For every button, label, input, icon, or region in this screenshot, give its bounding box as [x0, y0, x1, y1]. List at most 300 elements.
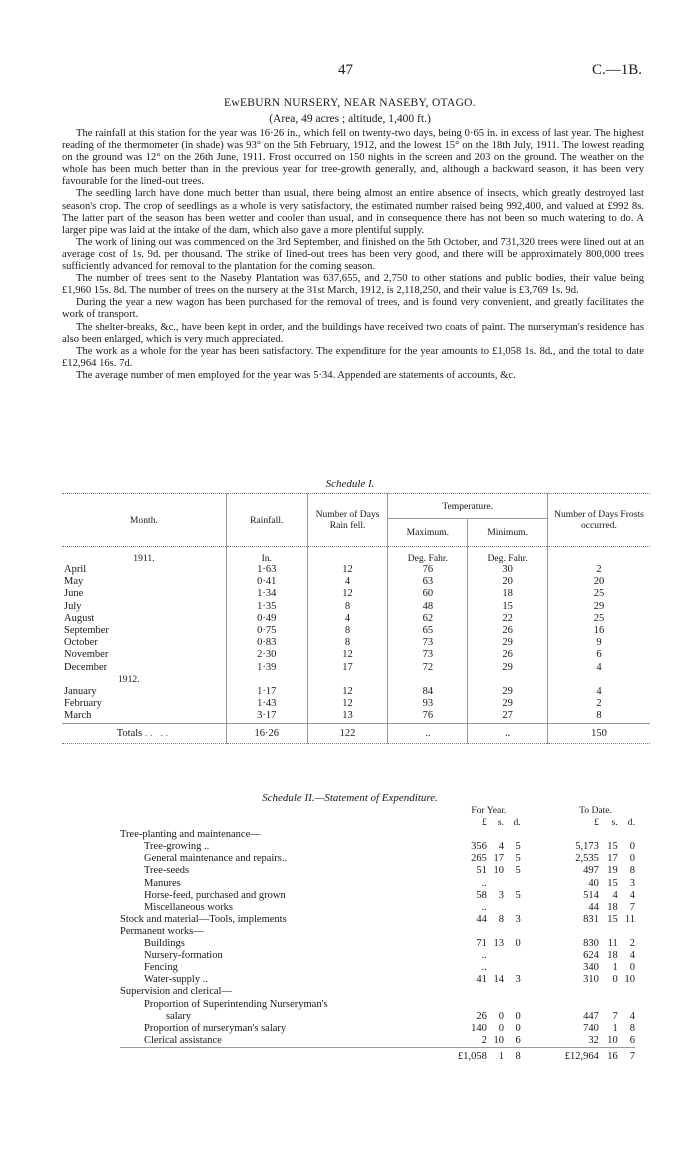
- min-temp-cell: 30: [468, 564, 548, 576]
- expenditure-row: [120, 878, 635, 890]
- leader-cell: [423, 1023, 457, 1035]
- for-year-pounds: 71: [476, 938, 487, 950]
- total-max: ..: [388, 723, 468, 743]
- max-temp-cell: 76: [388, 564, 468, 576]
- for-year-pounds: 58: [476, 889, 487, 901]
- rainfall-cell: 0·41: [226, 576, 307, 588]
- to-date-pounds: 830: [583, 938, 599, 950]
- min-temp-cell: 15: [468, 601, 548, 613]
- year-label: 1911.: [62, 547, 226, 565]
- leader-cell: [423, 853, 457, 865]
- page-number: 47: [338, 62, 353, 78]
- min-temp-cell: 29: [468, 698, 548, 710]
- to-date-shillings: 11: [607, 938, 618, 950]
- spacer-cell: [521, 902, 556, 914]
- spacer-cell: [521, 829, 556, 841]
- rain-days-cell: 8: [307, 637, 388, 649]
- leader-cell: [423, 878, 457, 890]
- to-date-pence: 7: [629, 901, 635, 913]
- spacer-cell: [521, 914, 556, 926]
- to-date-shillings: 4: [612, 889, 618, 901]
- max-temp-cell: 62: [388, 613, 468, 625]
- to-date-pounds: 740: [583, 1022, 599, 1034]
- to-date-pounds: [556, 926, 599, 938]
- header-rainfall: Rainfall.: [226, 494, 307, 547]
- for-year-shillings: 0: [498, 1010, 504, 1022]
- frost-days-cell: 4: [547, 662, 650, 674]
- month-cell: [62, 698, 226, 710]
- month-name: March: [64, 710, 92, 722]
- header-month: Month.: [62, 494, 226, 547]
- max-temp-cell: 76: [388, 710, 468, 723]
- spacer-cell: [521, 926, 556, 938]
- leader-cell: [423, 926, 457, 938]
- expenditure-label: Fencing: [144, 962, 178, 974]
- to-date-pence: 0: [629, 841, 635, 853]
- to-date-pence: 4: [629, 889, 635, 901]
- for-year-shillings: [487, 950, 504, 962]
- schedule-2-rows: [120, 829, 635, 1047]
- month-cell: [62, 601, 226, 613]
- for-year-pounds: ..: [481, 962, 487, 974]
- spacer-cell: [547, 674, 650, 686]
- table-row: [62, 710, 650, 723]
- month-name: September: [64, 625, 109, 637]
- year-label: 1912.: [118, 673, 140, 685]
- spacer-cell: [521, 999, 556, 1011]
- month-cell: [62, 710, 226, 723]
- month-name: October: [64, 637, 98, 649]
- leader-cell: [423, 962, 457, 974]
- to-date-shillings: [599, 999, 618, 1011]
- for-year-shillings: [487, 986, 504, 998]
- month-name: April: [64, 564, 87, 575]
- to-date-pounds: 497: [583, 865, 599, 877]
- leader-cell: [423, 974, 457, 986]
- unit-shillings: s.: [611, 817, 618, 829]
- expenditure-label: General maintenance and repairs..: [144, 853, 288, 865]
- rain-days-cell: 12: [307, 564, 388, 576]
- table-row: [62, 637, 650, 649]
- for-year-shillings: 10: [493, 865, 504, 877]
- for-year-pence: [504, 878, 521, 890]
- leader-cell: [423, 999, 457, 1011]
- frost-days-cell: 29: [547, 601, 650, 613]
- expenditure-row: [120, 841, 635, 853]
- expenditure-row: [120, 890, 635, 902]
- month-name: February: [64, 698, 102, 710]
- rain-days-cell: 12: [307, 588, 388, 600]
- expenditure-label: Supervision and clerical—: [120, 986, 232, 998]
- expenditure-row: [120, 1011, 635, 1023]
- min-temp-cell: 26: [468, 649, 548, 661]
- for-year-pounds: 140: [471, 1022, 487, 1034]
- spacer-cell: [521, 865, 556, 877]
- spacer-cell: [388, 674, 468, 686]
- for-year-pence: [504, 986, 521, 998]
- to-date-shillings: 15: [607, 841, 618, 853]
- spacer-cell: [521, 878, 556, 890]
- for-year-pence: 0: [515, 1010, 521, 1022]
- table-row: [62, 649, 650, 661]
- for-year-pounds: [457, 926, 487, 938]
- leader-cell: [423, 938, 457, 950]
- expenditure-label: Manures: [144, 877, 181, 889]
- section-subtitle: (Area, 49 acres ; altitude, 1,400 ft.): [269, 113, 431, 125]
- header-for-year: For Year.: [471, 805, 507, 816]
- total-for-year-pounds: £1,058: [457, 1047, 487, 1063]
- month-cell: [62, 662, 226, 674]
- to-date-shillings: 17: [607, 853, 618, 865]
- rain-days-cell: 13: [307, 710, 388, 723]
- for-year-pence: 3: [515, 974, 521, 986]
- expenditure-row: [120, 829, 635, 841]
- for-year-pounds: 41: [476, 974, 487, 986]
- unit-days: [307, 547, 388, 565]
- month-cell: [62, 649, 226, 661]
- min-temp-cell: 29: [468, 686, 548, 698]
- for-year-pounds: [457, 999, 487, 1011]
- unit-pence: d.: [513, 817, 521, 829]
- table-row: [62, 662, 650, 674]
- expenditure-label: Stock and material—Tools, implements: [120, 913, 287, 925]
- to-date-pence: [618, 829, 635, 841]
- for-year-shillings: 4: [498, 841, 504, 853]
- paragraph: The shelter-breaks, &c., have been kept in order, and the buildings have received two coats of paint. The nurseryman's residence has also been enlarged, which is very much appreciated.: [62, 321, 644, 345]
- expenditure-label: Tree-growing ..: [144, 841, 210, 853]
- to-date-pounds: 624: [583, 950, 599, 962]
- unit-frosts: [547, 547, 650, 565]
- to-date-pence: 2: [629, 938, 635, 950]
- expenditure-label: Permanent works—: [120, 925, 204, 937]
- to-date-pounds: [556, 999, 599, 1011]
- to-date-pence: 0: [629, 962, 635, 974]
- expenditure-label: Horse-feed, purchased and grown: [144, 889, 286, 901]
- max-temp-cell: 65: [388, 625, 468, 637]
- expenditure-row: [120, 999, 635, 1011]
- expenditure-row: [120, 853, 635, 865]
- expenditure-row: [120, 902, 635, 914]
- to-date-pence: 6: [629, 1034, 635, 1046]
- to-date-pounds: 340: [583, 962, 599, 974]
- rainfall-cell: 0·49: [226, 613, 307, 625]
- rain-days-cell: 4: [307, 576, 388, 588]
- min-temp-cell: 29: [468, 662, 548, 674]
- min-temp-cell: 22: [468, 613, 548, 625]
- for-year-pounds: 51: [476, 865, 487, 877]
- min-temp-cell: 27: [468, 710, 548, 723]
- max-temp-cell: 93: [388, 698, 468, 710]
- unit-pence: d.: [627, 817, 635, 829]
- to-date-pounds: 310: [583, 974, 599, 986]
- frost-days-cell: 8: [547, 710, 650, 723]
- for-year-shillings: 0: [498, 1022, 504, 1034]
- to-date-shillings: 0: [612, 974, 618, 986]
- for-year-pence: [504, 962, 521, 974]
- to-date-pence: 11: [624, 913, 635, 925]
- expenditure-label: salary: [166, 1010, 192, 1022]
- rain-days-cell: 8: [307, 601, 388, 613]
- leader-cell: [423, 914, 457, 926]
- paragraph: During the year a new wagon has been purchased for the removal of trees, and is found very convenient, and greatly facilitates the work of transport.: [62, 297, 644, 321]
- to-date-pence: 0: [629, 853, 635, 865]
- leader-cell: [423, 829, 457, 841]
- max-temp-cell: 63: [388, 576, 468, 588]
- unit-pounds: £: [594, 817, 599, 829]
- for-year-pence: 0: [515, 1022, 521, 1034]
- to-date-pounds: 32: [588, 1034, 599, 1046]
- for-year-shillings: 17: [493, 853, 504, 865]
- month-cell: [62, 576, 226, 588]
- paragraph: The seedling larch have done much better than usual, there being almost an entire absence of insects, which greatly destroyed last season's crop. The crop of seedlings as a whole is very satisfactory, the estimated number raised being 992,400, and valued at £992 8s. The latter part of the season has been wetter and cooler than usual, and in consequence there has not been so much watering to do. A larger pipe was laid at the intake of the dam, which also gave a more plentiful supply.: [62, 188, 644, 236]
- leader-cell: [423, 1035, 457, 1048]
- header-temperature: Temperature.: [388, 494, 548, 519]
- schedule-1-title: Schedule I.: [325, 478, 375, 490]
- month-cell: [62, 564, 226, 576]
- for-year-shillings: [487, 902, 504, 914]
- month-cell: [62, 613, 226, 625]
- to-date-shillings: 1: [612, 962, 618, 974]
- for-year-pounds: [457, 829, 487, 841]
- paragraph: The work of lining out was commenced on the 3rd September, and finished on the 5th October, and 731,320 trees were lined out at an average cost of 1s. 9d. per thousand. The strike of lined-out trees has been very good, and there will be approximately 800,000 trees sufficiently advanced for removal to the plantation for the coming season.: [62, 236, 644, 273]
- header-rain-days: Number of Days Rain fell.: [307, 494, 388, 547]
- month-name: July: [64, 600, 82, 612]
- totals-row: [62, 723, 650, 743]
- min-temp-cell: 20: [468, 576, 548, 588]
- to-date-pence: [618, 986, 635, 998]
- leader-cell: [423, 890, 457, 902]
- for-year-pounds: 356: [471, 841, 487, 853]
- expenditure-row: [120, 962, 635, 974]
- frost-days-cell: 9: [547, 637, 650, 649]
- for-year-pence: 5: [515, 889, 521, 901]
- month-name: January: [64, 686, 97, 698]
- table-row: [62, 686, 650, 698]
- spacer-cell: [226, 674, 307, 686]
- month-name: May: [64, 576, 84, 588]
- month-name: August: [64, 612, 95, 624]
- for-year-shillings: 3: [498, 889, 504, 901]
- max-temp-cell: 48: [388, 601, 468, 613]
- section-title: EwEBURN NURSERY, NEAR NASEBY, OTAGO.: [224, 97, 476, 109]
- expenditure-label: Proportion of nurseryman's salary: [144, 1022, 287, 1034]
- rain-days-cell: 17: [307, 662, 388, 674]
- max-temp-cell: 73: [388, 649, 468, 661]
- total-to-date-pence: 7: [618, 1047, 635, 1063]
- frost-days-cell: 4: [547, 686, 650, 698]
- document-reference: C.—1B.: [591, 62, 642, 78]
- table-row: [62, 576, 650, 588]
- to-date-pounds: 2,535: [575, 853, 599, 865]
- month-cell: [62, 637, 226, 649]
- for-year-pence: 3: [515, 913, 521, 925]
- expenditure-row: [120, 938, 635, 950]
- total-min: ..: [468, 723, 548, 743]
- total-rainfall: 16·26: [226, 723, 307, 743]
- to-date-shillings: [599, 986, 618, 998]
- year-row: [62, 674, 650, 686]
- expenditure-row: [120, 950, 635, 962]
- month-cell: [62, 625, 226, 637]
- frost-days-cell: 25: [547, 588, 650, 600]
- frost-days-cell: 6: [547, 649, 650, 661]
- header-maximum: Maximum.: [388, 519, 468, 547]
- for-year-pence: [504, 999, 521, 1011]
- spacer-cell: [468, 674, 548, 686]
- max-temp-cell: 73: [388, 637, 468, 649]
- table-row: [62, 698, 650, 710]
- for-year-pence: 5: [515, 865, 521, 877]
- expenditure-label: Proportion of Superintending Nurseryman's: [144, 998, 328, 1010]
- for-year-pence: [504, 902, 521, 914]
- leader-cell: [423, 1011, 457, 1023]
- to-date-shillings: 18: [607, 950, 618, 962]
- rainfall-cell: 3·17: [226, 710, 307, 723]
- to-date-pence: 8: [629, 1022, 635, 1034]
- rainfall-cell: 0·75: [226, 625, 307, 637]
- report-body: [62, 128, 644, 382]
- paragraph: The number of trees sent to the Naseby Plantation was 637,655, and 2,750 to other stations and public bodies, their value being £1,960 15s. 8d. The number of trees on the nursery at the 31st March, 1912, is 2,118,250, and their value is £3,769 1s. 9d.: [62, 273, 644, 297]
- expenditure-label: Water-supply ..: [144, 974, 208, 986]
- to-date-pence: 8: [629, 865, 635, 877]
- for-year-pence: [504, 950, 521, 962]
- schedule-2-title: Schedule II.—Statement of Expenditure.: [262, 792, 438, 804]
- to-date-shillings: [599, 926, 618, 938]
- for-year-pounds: ..: [481, 901, 487, 913]
- for-year-pence: 5: [515, 841, 521, 853]
- total-to-date-pounds: £12,964: [556, 1047, 599, 1063]
- to-date-pounds: 5,173: [575, 841, 599, 853]
- table-row: [62, 564, 650, 576]
- for-year-shillings: [487, 999, 504, 1011]
- page-header: [0, 62, 700, 82]
- total-to-date-shillings: 16: [599, 1047, 618, 1063]
- to-date-pounds: [556, 986, 599, 998]
- month-name: June: [64, 588, 84, 600]
- leader-cell: [423, 950, 457, 962]
- unit-min: Deg. Fahr.: [468, 547, 548, 565]
- month-name: November: [64, 649, 109, 661]
- month-name: December: [64, 661, 108, 673]
- expenditure-label: Nursery-formation: [144, 950, 223, 962]
- to-date-pence: 4: [629, 1010, 635, 1022]
- total-frosts: 150: [547, 723, 650, 743]
- max-temp-cell: 72: [388, 662, 468, 674]
- spacer-cell: [307, 674, 388, 686]
- paragraph: The average number of men employed for the year was 5·34. Appended are statements of accounts, &c.: [76, 369, 516, 381]
- unit-shillings: s.: [497, 817, 504, 829]
- header-frosts: Number of Days Frosts occurred.: [547, 494, 650, 547]
- leader-cell: [423, 865, 457, 877]
- schedule-1-rows: [62, 564, 650, 723]
- for-year-pounds: 26: [476, 1010, 487, 1022]
- rainfall-cell: 1·35: [226, 601, 307, 613]
- expenditure-row: [120, 1023, 635, 1035]
- spacer-cell: [521, 938, 556, 950]
- table-row: [62, 588, 650, 600]
- schedule-2-table: [120, 805, 635, 1063]
- month-cell: [62, 588, 226, 600]
- month-cell: [62, 686, 226, 698]
- for-year-shillings: [487, 962, 504, 974]
- to-date-pounds: 447: [583, 1010, 599, 1022]
- spacer-cell: [521, 950, 556, 962]
- for-year-shillings: 8: [498, 913, 504, 925]
- frost-days-cell: 25: [547, 613, 650, 625]
- rainfall-cell: 1·43: [226, 698, 307, 710]
- for-year-pence: 5: [515, 853, 521, 865]
- spacer-cell: [521, 1011, 556, 1023]
- expenditure-row: [120, 926, 635, 938]
- to-date-pounds: 514: [583, 889, 599, 901]
- leader-cell: [423, 902, 457, 914]
- rainfall-cell: 1·34: [226, 588, 307, 600]
- to-date-pence: [618, 926, 635, 938]
- to-date-shillings: 19: [607, 865, 618, 877]
- for-year-shillings: [487, 829, 504, 841]
- rain-days-cell: 12: [307, 686, 388, 698]
- for-year-shillings: 10: [493, 1034, 504, 1046]
- expenditure-label: Tree-seeds: [144, 865, 190, 877]
- expenditure-label: Tree-planting and maintenance—: [120, 829, 261, 841]
- to-date-shillings: 15: [607, 877, 618, 889]
- min-temp-cell: 18: [468, 588, 548, 600]
- rain-days-cell: 4: [307, 613, 388, 625]
- for-year-pounds: ..: [481, 950, 487, 962]
- for-year-pounds: 265: [471, 853, 487, 865]
- to-date-shillings: [599, 829, 618, 841]
- to-date-pence: 3: [629, 877, 635, 889]
- to-date-pounds: [556, 829, 599, 841]
- paragraph: The rainfall at this station for the year was 16·26 in., which fell on twenty-two days, being 0·65 in. in excess of last year. The highest reading of the thermometer (in shade) was 93° on the 5th February, 1912, and the lowest 15° on the 18th July, 1911. The lowest reading on the ground was 12° on the 26th June, 1911. Frost occurred on 150 nights in the screen and 203 on the ground. The weather on the whole has been much better than in the previous year for tree-growth generally, and, although a backward season, it has been very favourable for the lined-out trees.: [62, 128, 644, 188]
- spacer-cell: [521, 853, 556, 865]
- table-row: [62, 625, 650, 637]
- to-date-pounds: 40: [588, 877, 599, 889]
- to-date-shillings: 1: [612, 1022, 618, 1034]
- for-year-pence: 0: [515, 938, 521, 950]
- max-temp-cell: 60: [388, 588, 468, 600]
- leader-cell: [423, 841, 457, 853]
- to-date-shillings: 15: [607, 913, 618, 925]
- header-minimum: Minimum.: [468, 519, 548, 547]
- unit-pounds: £: [482, 817, 487, 829]
- expenditure-row: [120, 1035, 635, 1048]
- spacer-cell: [521, 986, 556, 998]
- total-days: 122: [307, 723, 388, 743]
- expenditure-row: [120, 865, 635, 877]
- to-date-pounds: 44: [588, 901, 599, 913]
- to-date-pence: [618, 999, 635, 1011]
- for-year-pounds: 2: [481, 1034, 487, 1046]
- table-row: [62, 613, 650, 625]
- total-for-year-pence: 8: [504, 1047, 521, 1063]
- to-date-pence: 4: [629, 950, 635, 962]
- frost-days-cell: 20: [547, 576, 650, 588]
- expenditure-label: Buildings: [144, 938, 185, 950]
- spacer-cell: [521, 1035, 556, 1048]
- expenditure-label: Miscellaneous works: [144, 901, 233, 913]
- rainfall-cell: 0·83: [226, 637, 307, 649]
- frost-days-cell: 2: [547, 698, 650, 710]
- for-year-pounds: 44: [476, 913, 487, 925]
- to-date-shillings: 7: [612, 1010, 618, 1022]
- min-temp-cell: 26: [468, 625, 548, 637]
- paragraph: The work as a whole for the year has been satisfactory. The expenditure for the year amounts to £1,058 1s. 8d., and the total to date £12,964 16s. 7d.: [62, 345, 644, 369]
- for-year-shillings: [487, 926, 504, 938]
- rainfall-cell: 2·30: [226, 649, 307, 661]
- to-date-shillings: 10: [607, 1034, 618, 1046]
- frost-days-cell: 16: [547, 625, 650, 637]
